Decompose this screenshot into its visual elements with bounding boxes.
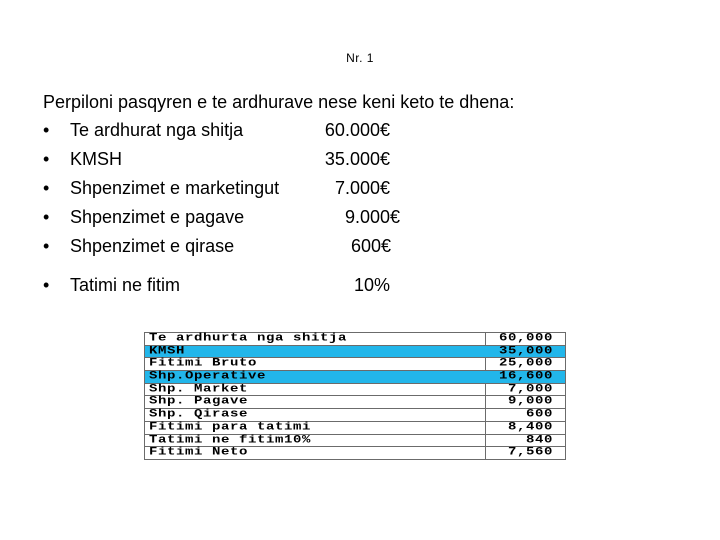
- list-item: [43, 207, 463, 236]
- list-item: [43, 149, 463, 178]
- list-item-tax: [43, 275, 463, 304]
- item-value: 600€: [350, 236, 391, 256]
- row-label: Fitimi Neto: [149, 445, 249, 459]
- bullet-icon: •: [43, 275, 50, 295]
- row-value: 600: [525, 407, 553, 421]
- row-label: Shp. Pagave: [149, 395, 249, 409]
- bullet-icon: •: [43, 120, 50, 140]
- tax-label: Tatimi ne fitim: [70, 275, 181, 295]
- row-value: 9,000: [507, 395, 553, 409]
- row-value: 25,000: [498, 356, 553, 371]
- item-label: Shpenzimet e pagave: [70, 207, 245, 227]
- income-statement-table: [144, 332, 566, 460]
- item-label: Shpenzimet e qirase: [70, 236, 235, 256]
- list-item: [43, 178, 463, 207]
- row-value: 16,600: [498, 369, 553, 383]
- row-label: KMSH: [149, 344, 186, 358]
- given-data-list: [43, 120, 463, 304]
- row-label: Fitimi para tatimi: [149, 420, 312, 434]
- tax-value: 10%: [353, 275, 390, 295]
- item-value: 9.000€: [344, 207, 400, 227]
- row-label: Fitimi Bruto: [149, 356, 258, 371]
- list-item: [43, 236, 463, 265]
- row-value: 840: [525, 433, 553, 447]
- item-value: 60.000€: [324, 120, 390, 140]
- row-value: 7,000: [507, 382, 553, 396]
- slide-number: Nr. 1: [346, 51, 374, 65]
- row-value: 8,400: [507, 420, 553, 434]
- row-label: Shp.Operative: [149, 369, 267, 383]
- task-heading: Perpiloni pasqyren e te ardhurave nese keni keto te dhena:: [43, 92, 515, 112]
- bullet-icon: •: [43, 207, 50, 227]
- list-item: [43, 120, 463, 149]
- item-value: 7.000€: [334, 178, 390, 198]
- item-label: Shpenzimet e marketingut: [70, 178, 280, 198]
- bullet-icon: •: [43, 236, 50, 256]
- item-value: 35.000€: [324, 149, 390, 169]
- item-label: KMSH: [70, 149, 123, 169]
- row-value: 60,000: [498, 331, 553, 345]
- bullet-icon: •: [43, 149, 50, 169]
- row-label: Shp. Market: [149, 382, 249, 396]
- table-row: [145, 447, 565, 459]
- item-label: Te ardhurat nga shitja: [70, 120, 244, 140]
- row-label: Tatimi ne fitim10%: [149, 433, 312, 447]
- bullet-icon: •: [43, 178, 50, 198]
- row-value: 35,000: [498, 344, 553, 358]
- row-value: 7,560: [507, 445, 553, 459]
- row-label: Te ardhurta nga shitja: [149, 331, 348, 345]
- row-label: Shp. Qirase: [149, 407, 249, 421]
